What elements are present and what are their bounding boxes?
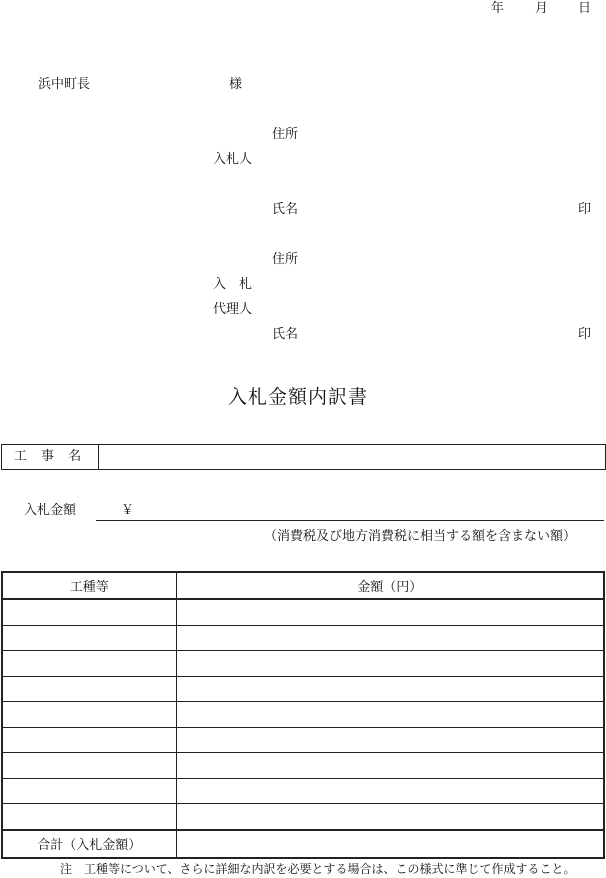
amount-cell[interactable] xyxy=(176,651,604,677)
work-type-cell[interactable] xyxy=(2,676,176,702)
amount-cell[interactable] xyxy=(176,727,604,753)
agent-label-line2: 代理人 xyxy=(213,302,253,317)
date-day-label: 日 xyxy=(578,1,592,16)
work-type-cell[interactable] xyxy=(2,804,176,830)
construction-name-box xyxy=(1,444,606,470)
bidder-address-label: 住所 xyxy=(272,127,299,142)
work-type-cell[interactable] xyxy=(2,778,176,804)
amount-cell[interactable] xyxy=(176,599,604,625)
construction-name-label: 工 事 名 xyxy=(2,445,99,469)
bidder-label: 入札人 xyxy=(213,152,253,167)
work-type-cell[interactable] xyxy=(2,599,176,625)
addressee-honorific: 様 xyxy=(229,77,243,92)
tax-exclusion-note: （消費税及び地方消費税に相当する額を含まない額） xyxy=(264,529,577,544)
table-row xyxy=(2,625,604,651)
work-type-cell[interactable] xyxy=(2,651,176,677)
table-row xyxy=(2,702,604,728)
work-type-cell[interactable] xyxy=(2,625,176,651)
work-type-cell[interactable] xyxy=(2,727,176,753)
agent-label-line1: 入 札 xyxy=(213,277,253,292)
amount-cell[interactable] xyxy=(176,804,604,830)
footnote: 注 工種等について、さらに詳細な内訳を必要とする場合は、この様式に準じて作成すること。 xyxy=(60,862,576,876)
amount-cell[interactable] xyxy=(176,753,604,779)
agent-address-label: 住所 xyxy=(272,252,299,267)
table-total-row xyxy=(2,830,604,858)
amount-cell[interactable] xyxy=(176,625,604,651)
table-row xyxy=(2,676,604,702)
bid-amount-label: 入札金額 xyxy=(24,503,77,518)
table-header-row xyxy=(2,572,604,599)
total-amount-cell[interactable] xyxy=(176,830,604,858)
total-label: 合計（入札金額） xyxy=(2,830,176,858)
addressee-name: 浜中町長 xyxy=(38,77,91,92)
amount-cell[interactable] xyxy=(176,778,604,804)
table-row xyxy=(2,804,604,830)
bidder-seal-mark: 印 xyxy=(578,202,592,217)
table-row xyxy=(2,651,604,677)
table-row xyxy=(2,778,604,804)
bidder-name-label: 氏名 xyxy=(272,202,299,217)
document-title: 入札金額内訳書 xyxy=(228,386,369,408)
table-row xyxy=(2,727,604,753)
date-month-label: 月 xyxy=(535,1,549,16)
currency-symbol: ￥ xyxy=(121,503,135,518)
table-row xyxy=(2,753,604,779)
amount-cell[interactable] xyxy=(176,676,604,702)
column-header-work-type: 工種等 xyxy=(2,572,176,599)
agent-seal-mark: 印 xyxy=(578,327,592,342)
date-year-label: 年 xyxy=(491,1,505,16)
work-type-cell[interactable] xyxy=(2,702,176,728)
column-header-amount: 金額（円） xyxy=(176,572,604,599)
work-type-cell[interactable] xyxy=(2,753,176,779)
breakdown-table xyxy=(1,571,605,859)
bid-amount-underline xyxy=(96,520,604,521)
amount-cell[interactable] xyxy=(176,702,604,728)
table-row xyxy=(2,599,604,625)
agent-name-label: 氏名 xyxy=(272,327,299,342)
